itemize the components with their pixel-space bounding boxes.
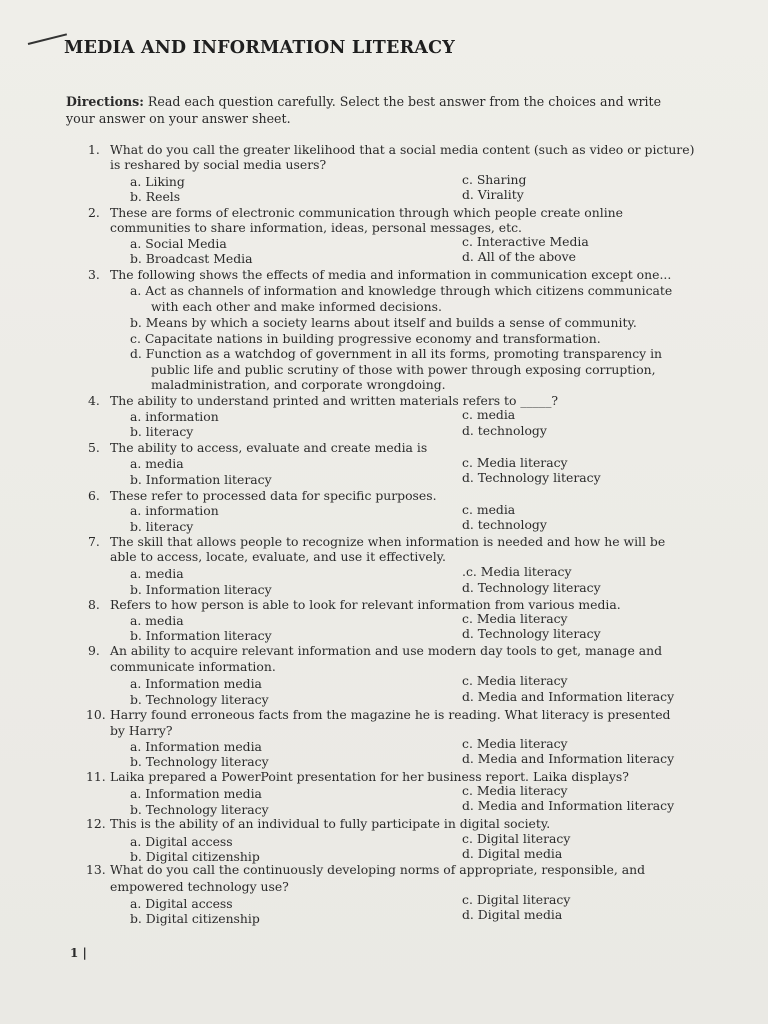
option-c: c. Media literacy (462, 736, 568, 751)
question-number: 10. (86, 707, 106, 722)
option-b: b. literacy (130, 424, 194, 439)
question-3 (88, 267, 688, 282)
option-a: a. Digital access (130, 896, 233, 911)
question-number: 11. (86, 769, 106, 784)
title-pen-stroke (28, 33, 67, 45)
question-number: 4. (88, 393, 100, 408)
option-c: c. media (462, 502, 516, 517)
option-c: c. media (462, 407, 516, 422)
option-c: c. Media literacy (462, 783, 568, 798)
directions-text: Read each question carefully. Select the best answer from the choices and write your answer on your answer sheet. (66, 94, 662, 126)
option-a: a. Information media (130, 786, 262, 801)
question-number: 2. (88, 205, 100, 220)
option-a: a. media (130, 456, 184, 471)
option-d: d. Technology literacy (462, 626, 601, 641)
option-d: d. Function as a watchdog of government in all its forms, promoting transparency in (130, 346, 663, 361)
question-text: The skill that allows people to recognize when information is needed and how he will be (110, 534, 666, 549)
option-a: a. media (130, 613, 184, 628)
option-d: d. Digital media (462, 907, 563, 922)
option-d: d. Media and Information literacy (462, 751, 675, 766)
question-number: 5. (88, 440, 100, 455)
question-text: The ability to understand printed and written materials refers to _____? (110, 393, 559, 408)
option-b: b. Means by which a society learns about itself and builds a sense of community. (130, 315, 637, 330)
option-c: c. Media literacy (462, 611, 568, 626)
option-c: c. Media literacy (462, 673, 568, 688)
option-a: a. Social Media (130, 236, 227, 251)
option-c: c. Digital literacy (462, 892, 571, 907)
option-a: a. information (130, 409, 219, 424)
option-d: d. All of the above (462, 249, 576, 264)
question-text-cont: is reshared by social media users? (110, 157, 327, 172)
option-d: d. Media and Information literacy (462, 689, 675, 704)
option-a: a. media (130, 566, 184, 581)
question-10 (86, 707, 686, 722)
question-text: Harry found erroneous facts from the magazine he is reading. What literacy is presented (110, 707, 671, 722)
question-number: 9. (88, 643, 100, 658)
directions (66, 93, 688, 127)
option-d: d. Digital media (462, 846, 563, 861)
question-number: 8. (88, 597, 100, 612)
question-text-cont: communicate information. (110, 659, 276, 674)
option-d: d. Media and Information literacy (462, 798, 675, 813)
question-text: These are forms of electronic communication through which people create online (110, 205, 623, 220)
question-number: 1. (88, 142, 100, 157)
question-7 (88, 534, 688, 549)
question-text-cont: empowered technology use? (110, 879, 289, 894)
option-c: c. Interactive Media (462, 234, 589, 249)
question-9 (88, 643, 688, 658)
directions-label: Directions: (66, 94, 144, 109)
option-b: b. Digital citizenship (130, 911, 260, 926)
question-13 (86, 862, 686, 877)
question-text: Refers to how person is able to look for relevant information from various media. (110, 597, 621, 612)
question-number: 7. (88, 534, 100, 549)
option-a: a. Digital access (130, 834, 233, 849)
question-text-cont: communities to share information, ideas, personal messages, etc. (110, 220, 523, 235)
option-d: d. Technology literacy (462, 470, 601, 485)
question-4 (88, 393, 688, 408)
option-b: b. Technology literacy (130, 692, 269, 707)
question-number: 6. (88, 488, 100, 503)
option-b: b. Technology literacy (130, 802, 269, 817)
option-a: a. Act as channels of information and knowledge through which citizens communicate (130, 283, 673, 298)
page-title: MEDIA AND INFORMATION LITERACY (64, 38, 455, 58)
question-6 (88, 488, 688, 503)
question-text: The ability to access, evaluate and create media is (110, 440, 428, 455)
question-text-cont: by Harry? (110, 723, 173, 738)
option-b: b. Information literacy (130, 628, 272, 643)
option-a: a. Information media (130, 676, 262, 691)
question-text: Laika prepared a PowerPoint presentation for her business report. Laika displays? (110, 769, 629, 784)
option-d: d. Virality (462, 187, 524, 202)
option-b: b. Information literacy (130, 472, 272, 487)
question-number: 12. (86, 816, 106, 831)
question-text: What do you call the continuously developing norms of appropriate, responsible, and (110, 862, 646, 877)
option-b: b. Reels (130, 189, 181, 204)
option-d: d. technology (462, 517, 547, 532)
option-a: a. information (130, 503, 219, 518)
option-c: .c. Media literacy (462, 564, 572, 579)
option-c: c. Sharing (462, 172, 527, 187)
question-5 (88, 440, 688, 455)
question-8 (88, 597, 688, 612)
question-text: These refer to processed data for specific purposes. (110, 488, 437, 503)
option-a: a. Liking (130, 174, 185, 189)
page-number: 1 | (70, 946, 87, 960)
question-text-cont: able to access, locate, evaluate, and use it effectively. (110, 549, 446, 564)
option-c: c. Capacitate nations in building progressive economy and transformation. (130, 331, 601, 346)
question-2 (88, 205, 688, 220)
option-b: b. Digital citizenship (130, 849, 260, 864)
question-number: 13. (86, 862, 106, 877)
question-12 (86, 816, 686, 831)
question-1 (88, 142, 695, 157)
option-c: c. Digital literacy (462, 831, 571, 846)
question-text: The following shows the effects of media and information in communication except one... (110, 267, 672, 282)
option-d-cont: maladministration, and corporate wrongdoing. (151, 377, 446, 392)
option-d: d. Technology literacy (462, 580, 601, 595)
option-a-cont: with each other and make informed decisions. (151, 299, 442, 314)
option-b: b. Information literacy (130, 582, 272, 597)
question-text: What do you call the greater likelihood that a social media content (such as video or picture) (110, 142, 695, 157)
option-c: c. Media literacy (462, 455, 568, 470)
question-11 (86, 769, 686, 784)
option-b: b. Broadcast Media (130, 251, 253, 266)
question-text: This is the ability of an individual to fully participate in digital society. (110, 816, 551, 831)
option-b: b. Technology literacy (130, 754, 269, 769)
option-a: a. Information media (130, 739, 262, 754)
question-text: An ability to acquire relevant information and use modern day tools to get, manage and (110, 643, 663, 658)
option-d: d. technology (462, 423, 547, 438)
option-b: b. literacy (130, 519, 194, 534)
option-d-cont: public life and public scrutiny of those with power through exposing corruption, (151, 362, 656, 377)
question-number: 3. (88, 267, 100, 282)
